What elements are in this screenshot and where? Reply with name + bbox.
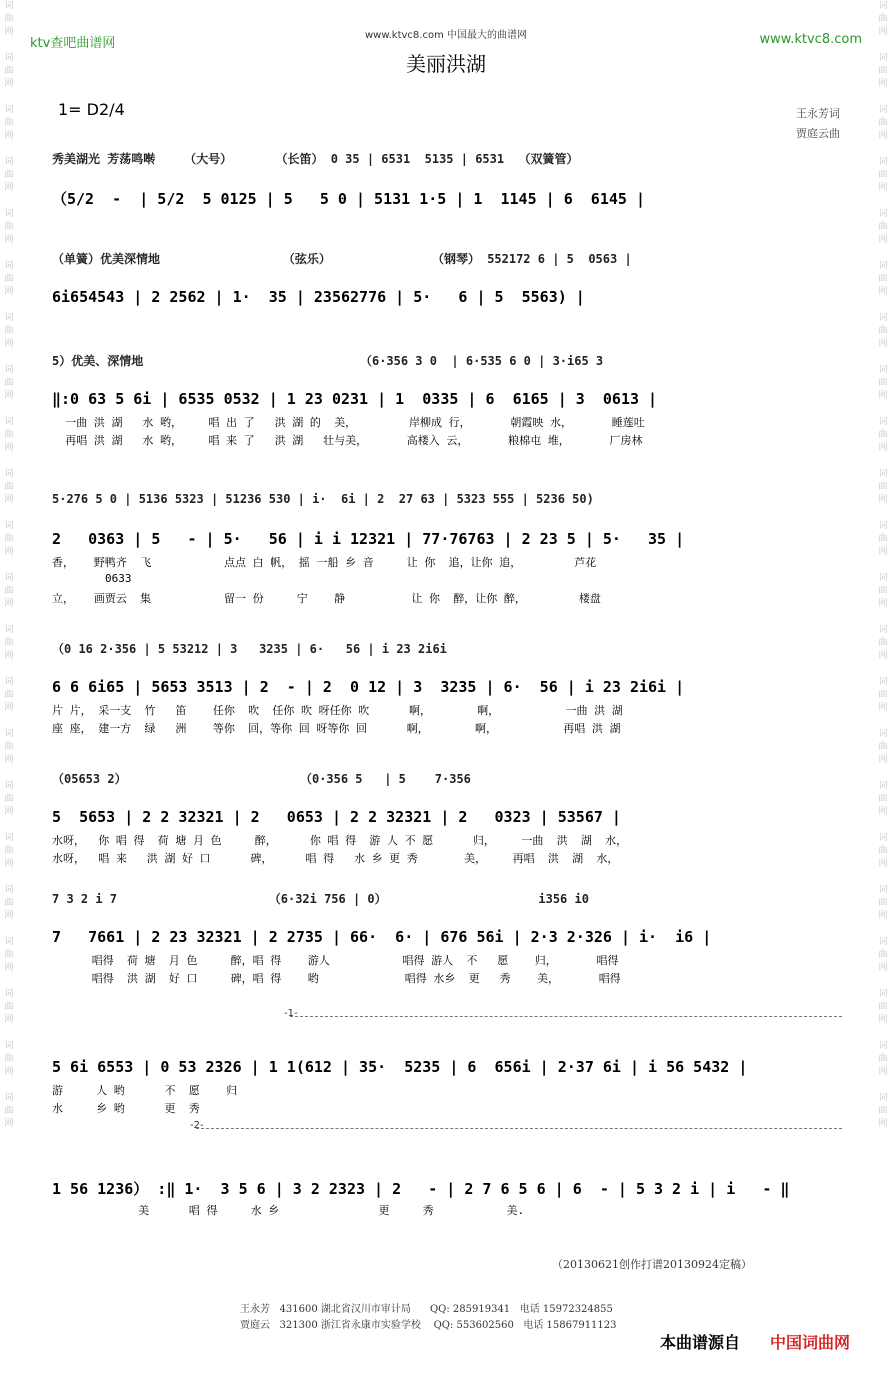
composer: 贾庭云曲: [796, 127, 840, 140]
cue-line: 7 3 2 i 7 （6·32i 756 | 0） i356 i0: [52, 892, 589, 906]
credits: [796, 104, 840, 144]
melody-line: 2 0363 | 5 - | 5· 56 | i i 12321 | 77·76763 | 2 23 5 | 5· 35 |: [52, 530, 685, 548]
lyric-line: 水呀， 你 唱 得 荷 塘 月 色 醉， 你 唱 得 游 人 不 愿 归， 一曲 洪 湖 水，: [52, 834, 628, 847]
lyric-line: 香， 野鸭齐 飞 点点 白 帆， 摇 一船 乡 音 让 你 追，让你 追， 芦花: [52, 556, 597, 569]
key-signature: 1= D2/4: [58, 100, 125, 119]
lyric-line: 水 乡 哟 更 秀: [52, 1102, 200, 1115]
watermark-left: ktv查吧曲谱网: [30, 36, 116, 51]
lyricist: 王永芳词: [796, 107, 840, 120]
melody-line: 6i654543 | 2 2562 | 1· 35 | 23562776 | 5· 6 | 5 5563) |: [52, 288, 585, 306]
lyric-line: 座 座， 建一方 绿 洲 等你 回，等你 回 呀等你 回 啊， 啊， 再唱 洪 湖: [52, 722, 621, 735]
lyric-line: 片 片， 采一支 竹 笛 任你 吹 任你 吹 呀任你 吹 啊， 啊， 一曲 洪 湖: [52, 704, 623, 717]
second-ending-bracket: [196, 1128, 842, 1129]
melody-line: 6 6 6i65 | 5653 3513 | 2 - | 2 0 12 | 3 3235 | 6· 56 | i 23 2i6i |: [52, 678, 685, 696]
lyric-line: 再唱 洪 湖 水 哟， 唱 来 了 洪 湖 壮与美， 高楼入 云， 粮棉屯 堆， 厂房林: [52, 434, 643, 447]
cue-line: （单簧）优美深情地 （弦乐） （钢琴） 552172 6 | 5 0563 |: [52, 252, 632, 266]
second-ending-label: -2-: [190, 1120, 204, 1131]
cue-line: （0 16 2·356 | 5 53212 | 3 3235 | 6· 56 | i 23 2i6i: [52, 642, 447, 656]
contact-composer: 贾庭云 321300 浙江省永康市实验学校 QQ: 553602560 电话 15867911123: [240, 1320, 617, 1331]
cue-line: 秀美湖光 芳荡鸣啭 （大号） （长笛） 0 35 | 6531 5135 | 6531 （双簧管）: [52, 152, 579, 166]
cue-line: 5）优美、深情地 （6·356 3 0 | 6·535 6 0 | 3·i65 3: [52, 354, 604, 368]
side-watermark-right: 词 曲 网 词 曲 网 词 曲 网 词 曲 网 词 曲 网 词 曲 网 词 曲 网 词 曲 网 词 曲 网 词 曲 网 词 曲 网 词 曲 网 词 曲 网 词 曲 网 词 曲 网 词 曲 网 词 曲 网 词 曲 网 词 曲 网 词 曲 网 词 曲 网 词 曲 网: [878, 1, 888, 1129]
lyric-line: 一曲 洪 湖 水 哟， 唱 出 了 洪 湖 的 美， 岸柳成 行， 朝霞映 水， 睡莲吐: [52, 416, 645, 429]
source-label: 本曲谱源自: [660, 1333, 741, 1352]
lyric-line: 游 人 哟 不 愿 归: [52, 1084, 238, 1097]
melody-line: （5/2 - | 5/2 5 0125 | 5 5 0 | 5131 1·5 | 1 1145 | 6 6145 |: [52, 190, 645, 208]
melody-line: 7 7661 | 2 23 32321 | 2 2735 | 66· 6· | 676 56i | 2·3 2·326 | i· i6 |: [52, 928, 712, 946]
lyric-line: 水呀， 唱 来 洪 湖 好 口 碑， 唱 得 水 乡 更 秀 美， 再唱 洪 湖 水，: [52, 852, 619, 865]
melody-line: ‖:0 63 5 6i | 6535 0532 | 1 23 0231 | 1 0335 | 6 6165 | 3 0613 |: [52, 390, 658, 408]
lyric-line: 唱得 荷 塘 月 色 醉，唱 得 游人 唱得 游人 不 愿 归， 唱得: [52, 954, 619, 967]
song-title: 美丽洪湖: [406, 52, 486, 76]
lyric-line: 立， 画贾云 集 留一 份 宁 静 让 你 醉，让你 醉， 楼盘: [52, 592, 601, 605]
melody-line: 5 5653 | 2 2 32321 | 2 0653 | 2 2 32321 | 2 0323 | 53567 |: [52, 808, 621, 826]
melody-line: 1 56 1236） :‖ 1· 3 5 6 | 3 2 2323 | 2 - | 2 7 6 5 6 | 6 - | 5 3 2 i | i - ‖: [52, 1180, 790, 1198]
lyric-line: 0633: [52, 572, 132, 585]
first-ending-bracket: [290, 1016, 842, 1017]
site-tagline: www.ktvc8.com 中国最大的曲谱网: [364, 30, 527, 41]
lyric-line: 唱得 洪 湖 好 口 碑，唱 得 哟 唱得 水乡 更 秀 美， 唱得: [52, 972, 621, 985]
lyric-line: 美 唱 得 水 乡 更 秀 美.: [52, 1204, 525, 1217]
source-brand: 中国词曲网: [770, 1333, 851, 1352]
first-ending-label: -1-: [284, 1008, 298, 1019]
cue-line: 5·276 5 0 | 5136 5323 | 51236 530 | i· 6i | 2 27 63 | 5323 555 | 5236 50): [52, 492, 594, 506]
creation-note: （20130621创作打谱20130924定稿）: [552, 1258, 752, 1271]
side-watermark-left: 词 曲 网 词 曲 网 词 曲 网 词 曲 网 词 曲 网 词 曲 网 词 曲 网 词 曲 网 词 曲 网 词 曲 网 词 曲 网 词 曲 网 词 曲 网 词 曲 网 词 曲 网 词 曲 网 词 曲 网 词 曲 网 词 曲 网 词 曲 网 词 曲 网 词 曲 网: [4, 1, 14, 1129]
contact-lyricist: 王永芳 431600 湖北省汉川市审计局 QQ: 285919341 电话 15972324855: [240, 1304, 613, 1315]
melody-line: 5 6i 6553 | 0 53 2326 | 1 1(612 | 35· 5235 | 6 656i | 2·37 6i | i 56 5432 |: [52, 1058, 748, 1076]
watermark-right: www.ktvc8.com: [759, 32, 862, 47]
cue-line: （05653 2） （0·356 5 | 5 7·356: [52, 772, 471, 786]
